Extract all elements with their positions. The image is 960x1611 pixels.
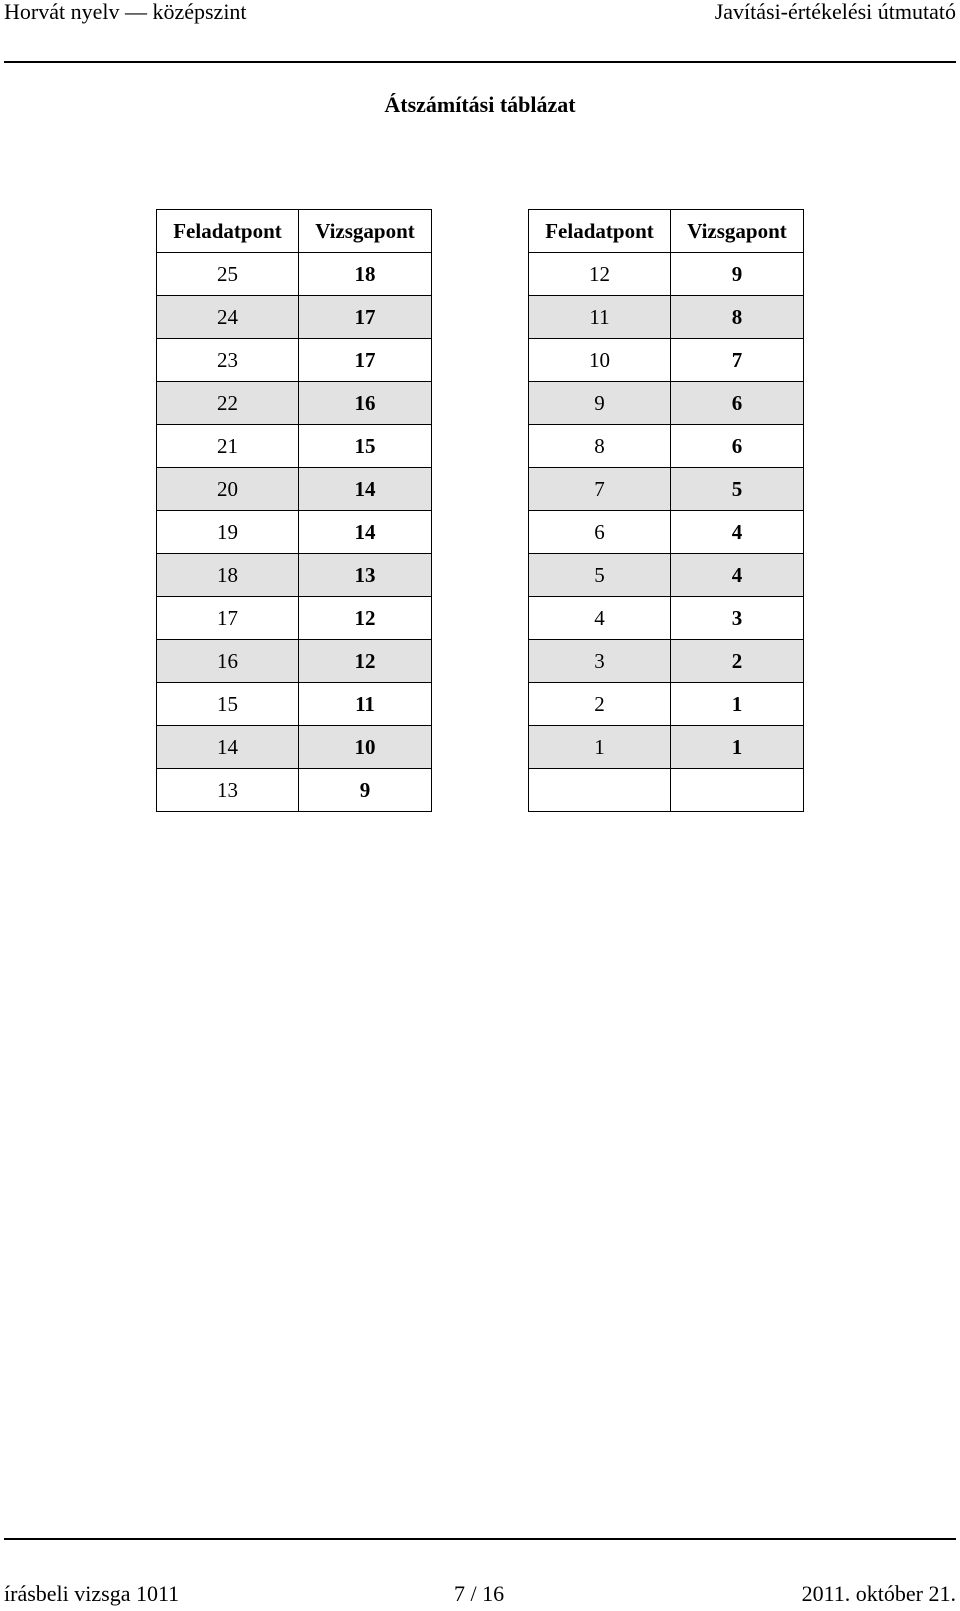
page-title: Átszámítási táblázat (384, 92, 576, 117)
table-row (529, 468, 804, 511)
table-header-row (157, 210, 432, 253)
cell-feladatpont: 8 (529, 425, 671, 468)
table-row (157, 253, 432, 296)
table-row (157, 640, 432, 683)
table-row (529, 253, 804, 296)
cell-vizsgapont: 9 (671, 253, 804, 296)
table-row (157, 382, 432, 425)
cell-vizsgapont: 16 (299, 382, 432, 425)
cell-feladatpont: 12 (529, 253, 671, 296)
footer-date: 2011. október 21. (801, 1581, 956, 1606)
cell-feladatpont: 11 (529, 296, 671, 339)
cell-feladatpont: 23 (157, 339, 299, 382)
table-row (157, 339, 432, 382)
table-row (157, 769, 432, 812)
table-row (529, 425, 804, 468)
header-subject: Horvát nyelv — középszint (4, 0, 247, 24)
page-header (4, 0, 956, 63)
cell-vizsgapont: 15 (299, 425, 432, 468)
cell-vizsgapont: 12 (299, 640, 432, 683)
cell-feladatpont: 17 (157, 597, 299, 640)
cell-feladatpont: 19 (157, 511, 299, 554)
cell-vizsgapont: 17 (299, 296, 432, 339)
table-row (529, 683, 804, 726)
cell-feladatpont: 5 (529, 554, 671, 597)
cell-vizsgapont: 18 (299, 253, 432, 296)
table-row (157, 296, 432, 339)
cell-vizsgapont: 17 (299, 339, 432, 382)
cell-feladatpont: 6 (529, 511, 671, 554)
column-header-feladatpont: Feladatpont (157, 210, 299, 253)
cell-feladatpont: 3 (529, 640, 671, 683)
cell-feladatpont: 22 (157, 382, 299, 425)
cell-vizsgapont: 7 (671, 339, 804, 382)
cell-feladatpont: 20 (157, 468, 299, 511)
table-row (157, 597, 432, 640)
table-row (157, 726, 432, 769)
cell-feladatpont: 9 (529, 382, 671, 425)
column-header-vizsgapont: Vizsgapont (299, 210, 432, 253)
cell-vizsgapont: 11 (299, 683, 432, 726)
cell-feladatpont: 14 (157, 726, 299, 769)
column-header-feladatpont: Feladatpont (529, 210, 671, 253)
cell-vizsgapont: 6 (671, 425, 804, 468)
cell-vizsgapont: 5 (671, 468, 804, 511)
table-row (157, 468, 432, 511)
cell-vizsgapont (671, 769, 804, 812)
table-row (157, 511, 432, 554)
header-document-type: Javítási-értékelési útmutató (714, 0, 956, 24)
table-row (529, 339, 804, 382)
cell-vizsgapont: 13 (299, 554, 432, 597)
cell-feladatpont: 2 (529, 683, 671, 726)
table-header-row (529, 210, 804, 253)
table-row (529, 640, 804, 683)
table-row (529, 382, 804, 425)
cell-vizsgapont: 14 (299, 511, 432, 554)
footer-page-number: 7 / 16 (454, 1581, 505, 1606)
cell-vizsgapont: 3 (671, 597, 804, 640)
cell-feladatpont: 1 (529, 726, 671, 769)
table-row (529, 597, 804, 640)
page-footer (4, 1538, 956, 1611)
table-row (157, 425, 432, 468)
table-row (157, 683, 432, 726)
column-header-vizsgapont: Vizsgapont (671, 210, 804, 253)
cell-vizsgapont: 4 (671, 511, 804, 554)
footer-exam-code: írásbeli vizsga 1011 (4, 1581, 180, 1606)
cell-vizsgapont: 14 (299, 468, 432, 511)
cell-vizsgapont: 4 (671, 554, 804, 597)
cell-feladatpont (529, 769, 671, 812)
table-row (529, 554, 804, 597)
cell-vizsgapont: 9 (299, 769, 432, 812)
table-row (529, 769, 804, 812)
cell-vizsgapont: 1 (671, 726, 804, 769)
table-row (529, 726, 804, 769)
cell-feladatpont: 10 (529, 339, 671, 382)
cell-feladatpont: 7 (529, 468, 671, 511)
cell-feladatpont: 18 (157, 554, 299, 597)
cell-vizsgapont: 2 (671, 640, 804, 683)
cell-feladatpont: 4 (529, 597, 671, 640)
cell-vizsgapont: 1 (671, 683, 804, 726)
cell-feladatpont: 21 (157, 425, 299, 468)
cell-vizsgapont: 10 (299, 726, 432, 769)
table-row (529, 511, 804, 554)
conversion-table-left (156, 209, 432, 812)
cell-feladatpont: 25 (157, 253, 299, 296)
table-row (157, 554, 432, 597)
conversion-table-right (528, 209, 804, 812)
cell-vizsgapont: 8 (671, 296, 804, 339)
cell-feladatpont: 24 (157, 296, 299, 339)
cell-feladatpont: 16 (157, 640, 299, 683)
cell-vizsgapont: 12 (299, 597, 432, 640)
table-row (529, 296, 804, 339)
cell-feladatpont: 15 (157, 683, 299, 726)
cell-vizsgapont: 6 (671, 382, 804, 425)
cell-feladatpont: 13 (157, 769, 299, 812)
